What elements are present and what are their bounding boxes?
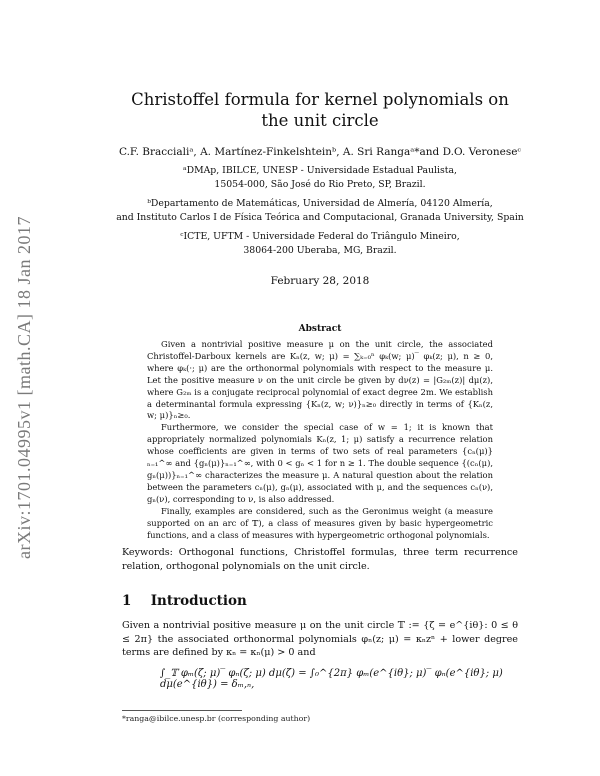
footnote: *ranga@ibilce.unesp.br (corresponding author): [122, 714, 311, 723]
affiliation-c: [100, 230, 540, 258]
abstract-paragraph: Finally, examples are considered, such as the Geronimus weight (a measure supported on an arc of 𝕋), a class of measures given by basic hypergeometric functions, and a class of measures with hypergeometric orthogonal polynomials.: [147, 505, 493, 540]
affiliation-b-line1: ᵇDepartamento de Matemáticas, Universidad de Almería, 04120 Almería,: [147, 198, 493, 209]
footnote-divider: [122, 710, 242, 711]
paper-title: Christoffel formula for kernel polynomials on the unit circle: [131, 90, 509, 130]
publication-date: February 28, 2018: [270, 275, 370, 287]
affiliation-a-line1: ᵃDMAp, IBILCE, UNESP - Universidade Estadual Paulista,: [183, 165, 457, 176]
abstract-paragraph: Furthermore, we consider the special case of w = 1; it is known that appropriately normalized polynomials Kₙ(z, 1; μ) satisfy a recurrence relation whose coefficients are given in terms of two sets of real parameters {cₙ(μ)}ₙ₌₁^∞ and {gₙ(μ)}ₙ₌₁^∞, with 0 < gₙ < 1 for n ≥ 1. The double sequence {(cₙ(μ), gₙ(μ))}ₙ₌₁^∞ characterizes the measure μ. A natural question about the relation between the parameters cₙ(μ), gₙ(μ), associated with μ, and the sequences cₙ(ν), gₙ(ν), corresponding to ν, is also addressed.: [147, 422, 493, 504]
abstract-heading: Abstract: [298, 324, 342, 334]
affiliation-c-line1: ᶜICTE, UFTM - Universidade Federal do Triângulo Mineiro,: [180, 231, 460, 242]
affiliation-b: [100, 197, 540, 225]
section-heading: [122, 593, 247, 609]
affiliation-a-line2: 15054-000, São José do Rio Preto, SP, Brazil.: [214, 179, 426, 190]
author-list: C.F. Braccialiᵃ, A. Martínez-Finkelshteinᵇ, A. Sri Rangaᵃ*and D.O. Veroneseᶜ: [118, 146, 522, 158]
affiliation-b-line2: and Instituto Carlos I de Física Teórica and Computacional, Granada University, Spain: [116, 212, 524, 223]
affiliation-c-line2: 38064-200 Uberaba, MG, Brazil.: [243, 245, 397, 256]
keywords: Keywords: Orthogonal functions, Christoffel formulas, three term recurrence relation, orthogonal polynomials on the unit circle.: [122, 547, 518, 572]
introduction-paragraph: Given a nontrivial positive measure μ on the unit circle 𝕋 := {ζ = e^{iθ}: 0 ≤ θ ≤ 2π} the associated orthonormal polynomials φₙ(z; μ) = κₙzⁿ + lower degree terms are defined by κₙ = κₙ(μ) > 0 and: [122, 620, 518, 658]
abstract-body: [147, 339, 493, 541]
section-number: 1: [122, 593, 132, 609]
arxiv-identifier-stamp: arXiv:1701.04995v1 [math.CA] 18 Jan 2017: [14, 216, 34, 560]
section-title: Introduction: [150, 593, 247, 609]
orthonormality-equation: ∫_𝕋 φₘ(ζ; μ)‾ φₙ(ζ; μ) dμ(ζ) = ∫₀^{2π} φₘ(e^{iθ}; μ)‾ φₙ(e^{iθ}; μ) dμ(e^{iθ}) = δₘ,ₙ,: [160, 668, 503, 690]
abstract-paragraph: Given a nontrivial positive measure μ on the unit circle, the associated Christoffel-Darboux kernels are Kₙ(z, w; μ) = ∑ₖ₌₀ⁿ φₖ(w; μ)‾ φₖ(z; μ), n ≥ 0, where φₖ(·; μ) are the orthonormal polynomials with respect to the measure μ. Let the positive measure ν on the unit circle be given by dν(z) = |G₂ₘ(z)| dμ(z), where G₂ₘ is a conjugate reciprocal polynomial of exact degree 2m. We establish a determinantal formula expressing {Kₙ(z, w; ν)}ₙ≥₀ directly in terms of {Kₙ(z, w; μ)}ₙ≥₀.: [147, 339, 493, 421]
affiliation-a: [100, 164, 540, 192]
